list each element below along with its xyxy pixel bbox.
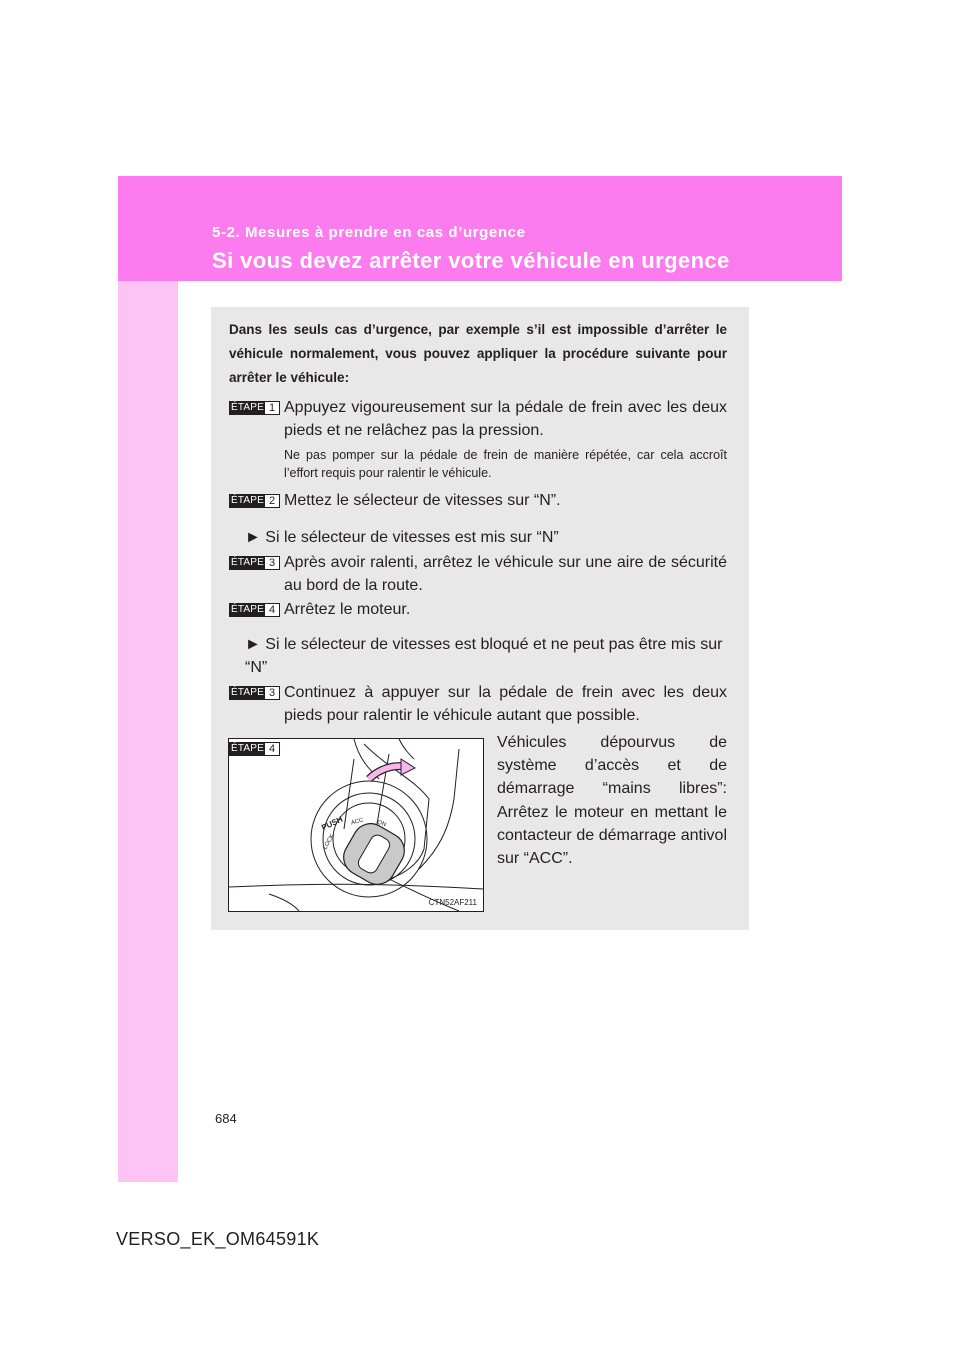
- side-tab-band: [118, 176, 178, 1182]
- ignition-illustration: [228, 738, 484, 912]
- step-badge: ÉTAPE 3: [229, 686, 280, 700]
- arrow-icon: ►: [245, 529, 261, 546]
- step-note: Ne pas pomper sur la pédale de frein de manière répétée, car cela accroît l’effort requis pour ralentir le véhicule.: [284, 448, 727, 480]
- document-code: VERSO_EK_OM64591K: [116, 1229, 320, 1249]
- intro-text: Dans les seuls cas d’urgence, par exemple s’il est impossible d’arrêter le véhicule normalement, vous pouvez appliquer la procédure suivante pour arrêter le véhicule:: [229, 322, 727, 385]
- on-label: ON: [376, 819, 387, 829]
- section-heading: 5-2. Mesures à prendre en cas d’urgence: [212, 224, 526, 241]
- push-label: PUSH: [320, 814, 345, 833]
- step-badge: ÉTAPE 3: [229, 556, 280, 570]
- step-text: Mettez le sélecteur de vitesses sur “N”.: [284, 492, 561, 509]
- step-4b-text: Véhicules dépourvus de système d’accès et de démarrage “mains libres”: Arrêtez le moteur en mettant le contacteur de démarrage antivol sur “ACC”.: [497, 734, 727, 868]
- step-text: Continuez à appuyer sur la pédale de frein avec les deux pieds pour ralentir le véhicule autant que possible.: [284, 684, 727, 724]
- step-badge: ÉTAPE 1: [229, 401, 280, 415]
- lock-label: LOCK: [322, 833, 336, 851]
- step-badge: ÉTAPE 2: [229, 494, 280, 508]
- condition-text: Si le sélecteur de vitesses est mis sur “N”: [265, 529, 559, 546]
- condition-heading: [245, 633, 727, 679]
- acc-label: ACC: [350, 817, 365, 827]
- step-text: Appuyez vigoureusement sur la pédale de frein avec les deux pieds et ne relâchez pas la pression.: [284, 399, 727, 439]
- condition-heading: [245, 526, 727, 549]
- page-title: Si vous devez arrêter votre véhicule en urgence: [212, 248, 730, 273]
- step-badge: ÉTAPE 4: [229, 603, 280, 617]
- condition-text: Si le sélecteur de vitesses est bloqué et ne peut pas être mis sur “N”: [245, 636, 723, 676]
- step-text: Après avoir ralenti, arrêtez le véhicule sur une aire de sécurité au bord de la route.: [284, 554, 727, 594]
- arrow-icon: ►: [245, 636, 261, 653]
- page-number: 684: [215, 1111, 237, 1126]
- step-badge: ÉTAPE 4: [229, 742, 280, 756]
- step-text: Arrêtez le moteur.: [284, 601, 411, 618]
- figure-code: CTN52AF211: [428, 898, 477, 907]
